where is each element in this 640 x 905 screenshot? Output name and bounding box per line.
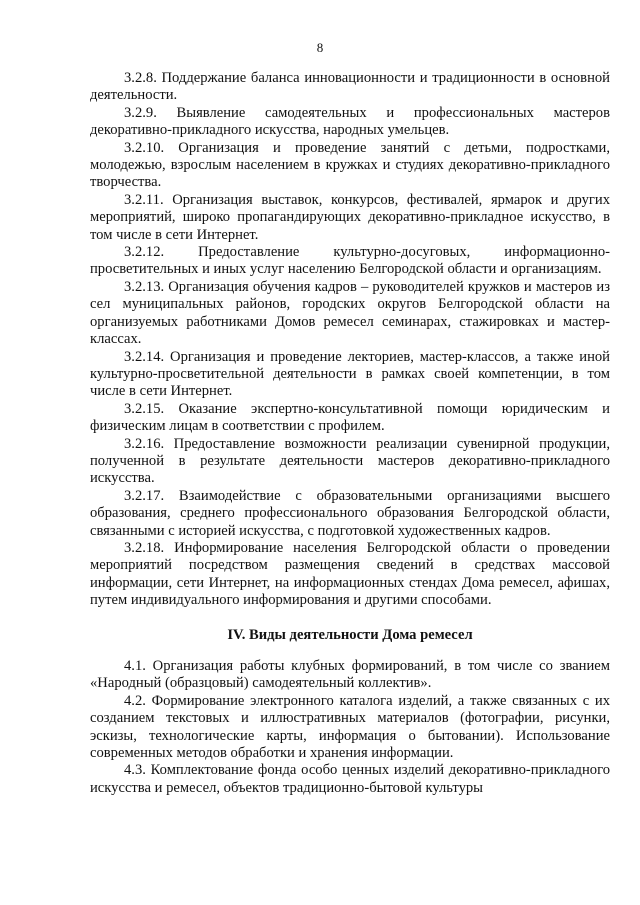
- paragraph-4-2: 4.2. Формирование электронного каталога изделий, а также связанных с их созданием текстовых и иллюстративных материалов (фотографии, рисунки, эскизы, технологические карты, информация о бытовании). Использование современных методов обработки и хранения информации.: [90, 692, 610, 762]
- paragraph-3-2-9: 3.2.9. Выявление самодеятельных и профессиональных мастеров декоративно-прикладного искусства, народных умельцев.: [90, 104, 610, 139]
- paragraph-3-2-16: 3.2.16. Предоставление возможности реализации сувенирной продукции, полученной в результате деятельности мастеров декоративно-прикладного искусства.: [90, 435, 610, 487]
- paragraph-3-2-12: 3.2.12. Предоставление культурно-досуговых, информационно-просветительных и иных услуг населению Белгородской области и организациям.: [90, 244, 610, 278]
- paragraph-3-2-17: 3.2.17. Взаимодействие с образовательными организациями высшего образования, среднего профессионального образования Белгородской области, связанными с историей искусства, с подготовкой художественных кадров.: [90, 487, 610, 539]
- page-number: 8: [316, 40, 324, 55]
- paragraph-4-3: 4.3. Комплектование фонда особо ценных изделий декоративно-прикладного искусства и ремесел, объектов традиционно-бытовой культуры: [90, 762, 610, 796]
- paragraph-3-2-14: 3.2.14. Организация и проведение лекториев, мастер-классов, а также иной культурно-просветительной деятельности в рамках своей компетенции, в том числе в сети Интернет.: [90, 348, 610, 400]
- document-body: [90, 70, 610, 797]
- paragraph-3-2-18: 3.2.18. Информирование населения Белгородской области о проведении мероприятий посредством размещения сведений в средствах массовой информации, сети Интернет, на информационных стендах Дома ремесел, афишах, путем индивидуального информирования и другими способами.: [90, 539, 610, 609]
- paragraph-4-1: 4.1. Организация работы клубных формирований, в том числе со званием «Народный (образцовый) самодеятельный коллектив».: [90, 658, 610, 692]
- paragraph-3-2-8: 3.2.8. Поддержание баланса инновационности и традиционности в основной деятельности.: [90, 70, 610, 104]
- section-heading: IV. Виды деятельности Дома ремесел: [227, 626, 473, 643]
- paragraph-3-2-10: 3.2.10. Организация и проведение занятий с детьми, подростками, молодежью, взрослым населением в кружках и студиях декоративно-прикладного творчества.: [90, 139, 610, 191]
- paragraph-3-2-13: 3.2.13. Организация обучения кадров – руководителей кружков и мастеров из сел муниципальных районов, городских округов Белгородской области на организуемых работниками Домов ремесел семинарах, стажировках и мастер-классах.: [90, 278, 610, 348]
- paragraph-3-2-11: 3.2.11. Организация выставок, конкурсов, фестивалей, ярмарок и других мероприятий, широко пропагандирующих декоративно-прикладное искусство, в том числе в сети Интернет.: [90, 191, 610, 243]
- paragraph-3-2-15: 3.2.15. Оказание экспертно-консультативной помощи юридическим и физическим лицам в соответствии с профилем.: [90, 400, 610, 435]
